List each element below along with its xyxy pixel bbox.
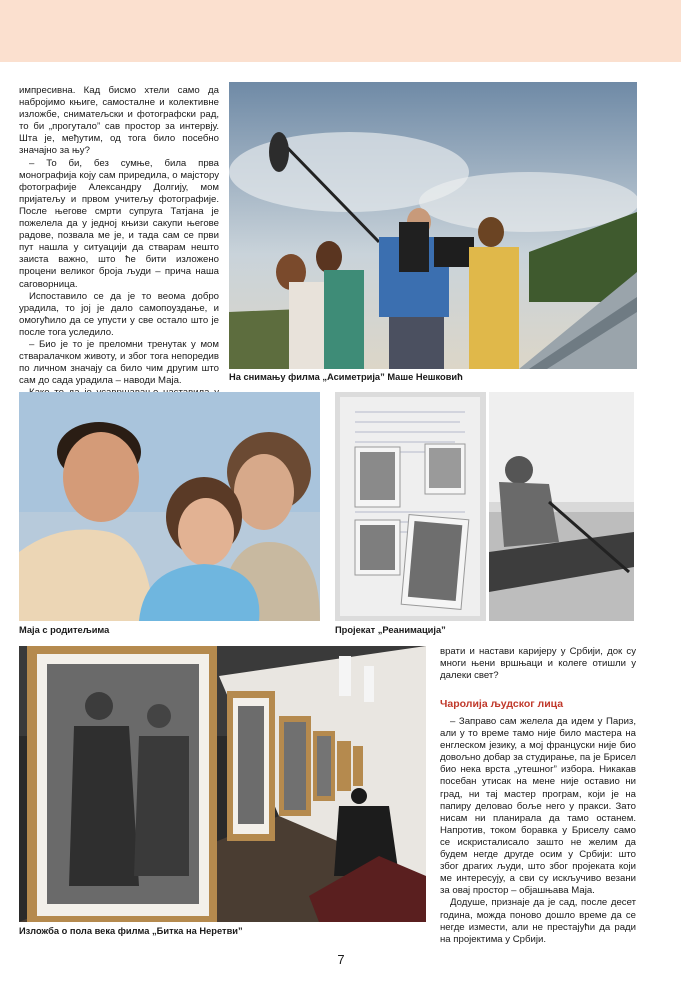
project-letter-collage-photo	[335, 392, 486, 621]
photo-caption: Маја с родитељима	[19, 625, 110, 635]
page-number: 7	[337, 952, 345, 967]
right-text-column	[440, 716, 636, 946]
right-text-column-top	[440, 646, 636, 682]
top-color-band	[0, 0, 681, 62]
exhibition-gallery-photo	[19, 646, 426, 922]
family-portrait-photo	[19, 392, 320, 621]
section-heading: Чаролија људског лица	[440, 698, 564, 710]
paragraph: – То би, без сумње, била прва монографија коју сам приредила, о мајстору фотографије Александру Долгију, мом пријатељу и првом учитељу фотографије. После његове смрти супруга Татјана је пожелела да у једној књизи сакупи његове радове, позвала ме је, и тада сам се први пут нашла у ситуацији да стварам нешто заиста важно, што ће бити изложено процени великог броја људи – прича наша саговорница.	[19, 157, 219, 290]
paragraph: импресивна. Кад бисмо хтели само да набројимо књиге, самосталне и колективне изложбе, сниматељски и фотографски рад, то би „прогутало” сав простор за интервју. Шта је, међутим, од тога било посебно значајно за њу?	[19, 85, 219, 157]
paragraph: Додуше, признаје да је сад, после десет година, можда поново дошло време да се негде измести, али не престајући да ради на пројектима у Србији.	[440, 897, 636, 945]
paragraph: – Био је то је преломни тренутак у мом стваралачком животу, и због тога непоредив по личном значају са било чим другим што сам до сада урадила – наводи Маја.	[19, 338, 219, 387]
paragraph: врати и настави каријеру у Србији, док су многи њени вршњаци и колеге отишли у далеки свет?	[440, 646, 636, 682]
photo-caption: Изложба о пола века филма „Битка на Неретви”	[19, 926, 243, 936]
film-set-photo	[229, 82, 637, 369]
photo-caption: Пројекат „Реанимација”	[335, 625, 446, 635]
left-text-column	[19, 85, 219, 424]
man-in-boat-photo	[489, 392, 634, 621]
photo-caption: На снимању филма „Асиметрија” Маше Нешковић	[229, 372, 463, 382]
paragraph: – Заправо сам желела да идем у Париз, али у то време тамо није било мастера на енглеском језику, а мој француски није био довољно добар за студирање, па је Брисел био нека врста „утешног” избора. Никакав посебан утисак на мене није оставио ни град, ни тај мастер програм, који је на папиру деловао боље него у пракси. Зато нисам ни планирала да тамо останем. Напротив, током боравка у Бриселу само се искристалисало зашто не желим да будем негде другде осим у Србији: што због драгих људи, што због пројеката који ме интересују, а сви су искључиво везани за овај простор – објашњава Маја.	[440, 716, 636, 897]
paragraph: Испоставило се да је то веома добро урадила, то јој је дало самопоуздање, и омогућило да се упусти у све остало што је после тога уследило.	[19, 290, 219, 338]
